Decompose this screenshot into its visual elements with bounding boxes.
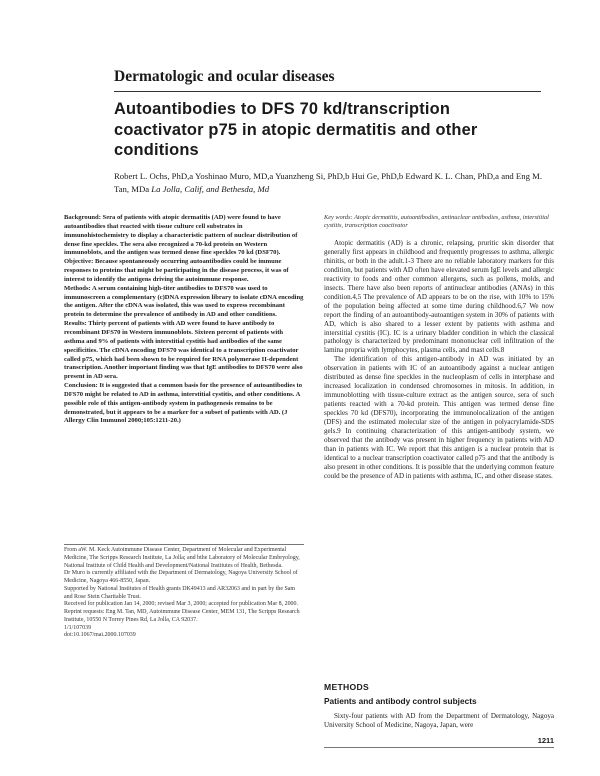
author-list: Robert L. Ochs, PhD,a Yoshinao Muro, MD,a Yuanzheng Si, PhD,b Hui Ge, PhD,b Edward K. L. Chan, PhD,a and Eng M. Tan, MDa [114, 171, 542, 194]
footnotes [64, 547, 304, 640]
footnote-affiliations: From aW. M. Keck Autoimmune Disease Center, Department of Molecular and Experimental Medicine, The Scripps Research Institute, La Jolla; and bthe Laboratory of Molecular Embryology, National Institute of Child Health and Development/National Institutes of Health, Bethesda. [64, 547, 300, 569]
footnote-id: 1/1/107039 [64, 624, 92, 631]
page-rule [324, 747, 554, 748]
body-paragraph: Atopic dermatitis (AD) is a chronic, relapsing, pruritic skin disorder that generally first appears in childhood and frequently progresses to asthma, allergic rhinitis, or both in the adult.1-3 There are no reliable laboratory markers for this condition, but patients with AD often have elevated serum IgE levels and allergic reactivity to foods and other common allergens, such as pollens, molds, and insects. There have also been reports of antinuclear antibodies (ANAs) in this condition.4,5 The prevalence of AD appears to be on the rise, with 10% to 15% of the population being affected at some time during childhood.6,7 We now report the finding of an autoantibody-autoantigen system in 30% of patients with AD, which is also shared to a lesser extent by patients with asthma and interstitial cystitis (IC). IC is a urinary bladder condition in which the classical pathology is characterized by predominant mononuclear cell infiltration of the lamina propria with lymphocytes, plasma cells, and mast cells.8 [324, 239, 554, 355]
footnote-received: Received for publication Jan 14, 2000; revised Mar 3, 2000; accepted for publication Mar 8, 2000. [64, 601, 298, 608]
section-rule [114, 91, 541, 92]
article-title: Autoantibodies to DFS 70 kd/transcription coactivator p75 in atopic dermatitis and other conditions [114, 100, 478, 159]
abstract-methods: Methods: A serum containing high-titer antibodies to DFS70 was used to immunoscreen a complementary (c)DNA expression library to isolate cDNA encoding the antigen. After the cDNA was isolated, this was used to express recombinant protein to determine the prevalence of antibody in AD and other conditions. [64, 284, 304, 319]
abstract-conclusion: Conclusion: It is suggested that a common basis for the presence of autoantibodies to DFS70 might be related to AD in asthma, interstitial cystitis, and other conditions. A possible role of this antigen-antibody system in pathogenesis remains to be demonstrated, but it appears to be a marker for a subset of patients with AD. (J Allergy Clin Immunol 2000;105:1211-20.) [64, 382, 303, 425]
footnote-reprints: Reprint requests: Eng M. Tan, MD, Autoimmune Disease Center, MEM 131, The Scripps Research Institute, 10550 N Torrey Pines Rd, La Jolla, CA 92037. [64, 609, 300, 623]
footnote-muro: Dr Muro is currently affiliated with the Department of Dermatology, Nagoya University School of Medicine, Nagoya 466-8550, Japan. [64, 570, 298, 584]
abstract-results: Results: Thirty percent of patients with AD were found to have antibody to recombinant DFS70 in Western immunoblots. Sixteen percent of patients with asthma and 9% of patients with interstitial cystitis had antibodies of the same specificities. The cDNA encoding DFS70 was identical to a transcription coactivator called p75, which had been shown to be required for RNA polymerase II-dependent transcription. Another important finding was that IgE antibodies to DFS70 were also present in AD sera. [64, 320, 303, 381]
methods-paragraph: Sixty-four patients with AD from the Department of Dermatology, Nagoya University School of Medicine, Nagoya, Japan, were [324, 712, 554, 729]
abstract-background: Background: Sera of patients with atopic dermatitis (AD) were found to have autoantibodies that reacted with tissue culture cell substrates in immunohistochemistry to display a characteristic pattern of nuclear distribution of dense fine speckles. The sera also recognized a 70-kd protein on Western immunoblots, and the antigen was termed dense fine speckles 70 kd (DSF70). [64, 214, 298, 257]
footnote-rule [64, 544, 304, 545]
methods-heading: METHODS [324, 682, 370, 692]
body-paragraph: The identification of this antigen-antibody in AD was initiated by an observation in patients with IC of an autoantibody against a nuclear antigen distributed as dense fine speckles in the nucleoplasm of cells in interphase and increased localization in condensed chromosomes in mitosis. In addition, in immunoblotting with tissue-culture extract as the antigen source, sera of such patients reacted with a 70-kd protein. This antigen was termed dense fine speckles 70 kd (DFS70), incorporating the immunolocalization of the antigen (DFS) and the estimated molecular size of the antigen in polyacrylamide-SDS gels.9 In continuing characterization of this antigen-antibody system, we observed that the antibody was present in higher frequency in patients with AD than in patients with IC. We report that this antigen is a nuclear protein that is identical to a nuclear transcription coactivator called p75 and that the antibody is also present in other conditions. It is possible that the underlying common feature could be the presence of AD in patients with asthma, IC, and other disease states. [324, 355, 554, 480]
footnote-funding: Supported by National Institutes of Health grants DK49413 and AR32063 and in part by the Sam and Rose Stein Charitable Trust. [64, 585, 296, 600]
page-number: 1211 [537, 736, 554, 745]
keywords: Key words: Atopic dermatitis, autoantibodies, antinuclear antibodies, asthma, interstitial cystitis, transcription coactivator [324, 214, 549, 230]
body-text [324, 239, 554, 481]
abstract [64, 214, 304, 426]
methods-subheading: Patients and antibody control subjects [324, 696, 477, 706]
abstract-objective: Objective: Because spontaneously occurring autoantibodies could be immune responses to proteins that might be participating in the disease process, it was of interest to identify the antigens driving the autoimmune response. [64, 258, 289, 283]
footnote-doi: doi:10.1067/mai.2000.107039 [64, 632, 136, 639]
section-heading: Dermatologic and ocular diseases [114, 68, 335, 85]
author-affiliation: La Jolla, Calif, and Bethesda, Md [151, 184, 270, 194]
author-block [114, 170, 554, 196]
